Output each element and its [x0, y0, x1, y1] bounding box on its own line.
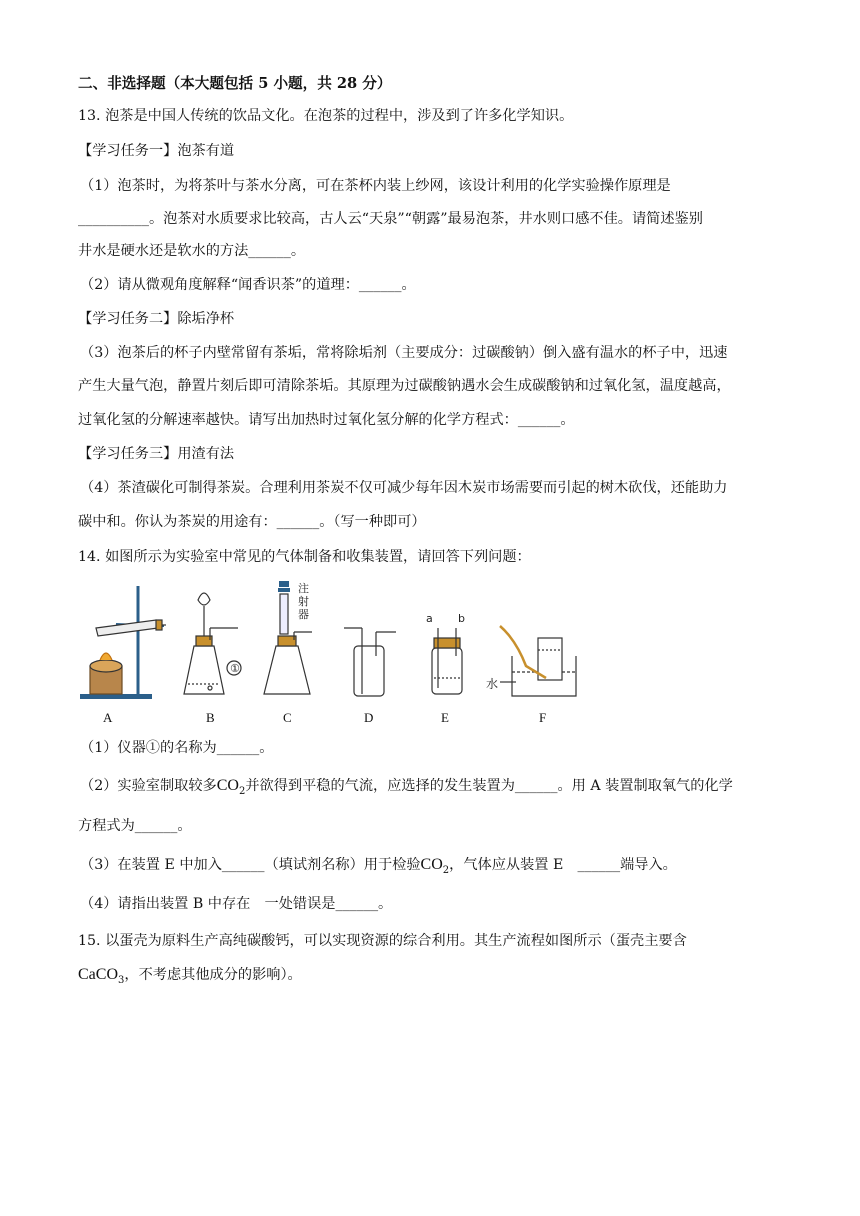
q14-intro: 14. 如图所示为实验室中常见的气体制备和收集装置，请回答下列问题：: [78, 549, 531, 565]
apparatus-e: [426, 612, 465, 694]
port-b-label: b: [458, 612, 465, 625]
figure-label-d: D: [364, 710, 374, 725]
port-a-label: a: [426, 612, 433, 625]
q13-p2: （2）请从微观角度解释“闻香识茶”的道理：______。: [80, 277, 416, 293]
figure-label-e: E: [441, 710, 449, 725]
q15-line1: 15. 以蛋壳为原料生产高纯碳酸钙，可以实现资源的综合利用。其生产流程如图所示（蛋壳主要含: [78, 933, 687, 949]
figure-label-a: A: [103, 710, 113, 725]
apparatus-d: [344, 628, 396, 696]
q14-p3: （3）在装置 E 中加入______（填试剂名称）用于检验$CO_2$，气体应从装置 E ______端导入。: [80, 856, 677, 876]
apparatus-c: [264, 581, 312, 694]
figure-label-c: C: [283, 710, 292, 725]
q13-p3-line2: 产生大量气泡，静置片刻后即可清除茶垢。其原理为过碳酸钠遇水会生成碳酸钠和过氧化氢，温度越高，: [78, 378, 731, 394]
q13-task2: 【学习任务二】除垢净杯: [78, 311, 235, 327]
syringe-text-1: 注: [298, 582, 309, 595]
q14-p2-line2: 方程式为______。: [78, 818, 192, 834]
q13-p3-line1: （3）泡茶后的杯子内壁常留有茶垢，常将除垢剂（主要成分：过碳酸钠）倒入盛有温水的杯子中，迅速: [80, 345, 728, 361]
syringe-text-3: 器: [298, 608, 309, 621]
q13-p4-line2: 碳中和。你认为茶炭的用途有：______。（写一种即可）: [78, 514, 426, 530]
q13-p1-line3: 井水是硬水还是软水的方法______。: [78, 243, 306, 259]
q13-intro: 13. 泡茶是中国人传统的饮品文化。在泡茶的过程中，涉及到了许多化学知识。: [78, 108, 574, 124]
figure-label-b: B: [206, 710, 215, 725]
q15-line2: CaCO$_3$，不考虑其他成分的影响）。: [78, 966, 302, 986]
q13-p3-line3: 过氧化氢的分解速率越快。请写出加热时过氧化氢分解的化学方程式：______。: [78, 412, 575, 428]
q13-p1-line2: __________。泡茶对水质要求比较高，古人云“天泉”“朝露”最易泡茶，井水则口感不佳。请简述鉴别: [78, 211, 703, 227]
apparatus-a: [80, 586, 166, 699]
q13-p4-line1: （4）茶渣碳化可制得茶炭。合理利用茶炭不仅可减少每年因木炭市场需要而引起的树木砍伐，还能助力: [80, 480, 728, 496]
circle-label-1: ①: [230, 662, 240, 675]
apparatus-figure: [76, 576, 596, 726]
section-title: 二、非选择题（本大题包括 5 小题，共 28 分）: [78, 75, 392, 92]
water-label: 水: [486, 677, 499, 691]
syringe-text-2: 射: [298, 595, 309, 608]
figure-label-f: F: [539, 710, 547, 725]
q14-p4: （4）请指出装置 B 中存在 一处错误是______。: [80, 896, 393, 912]
q14-p2-line1: （2）实验室制取较多$CO_2$并欲得到平稳的气流，应选择的发生装置为______。用 A 装置制取氧气的化学: [80, 777, 733, 797]
q13-task1: 【学习任务一】泡茶有道: [78, 143, 235, 159]
q14-p1: （1）仪器①的名称为______。: [80, 740, 274, 756]
q13-task3: 【学习任务三】用渣有法: [78, 446, 235, 462]
q13-p1-line1: （1）泡茶时，为将茶叶与茶水分离，可在茶杯内装上纱网，该设计利用的化学实验操作原理是: [80, 178, 671, 194]
apparatus-f: [486, 626, 576, 696]
apparatus-b: [184, 593, 241, 694]
